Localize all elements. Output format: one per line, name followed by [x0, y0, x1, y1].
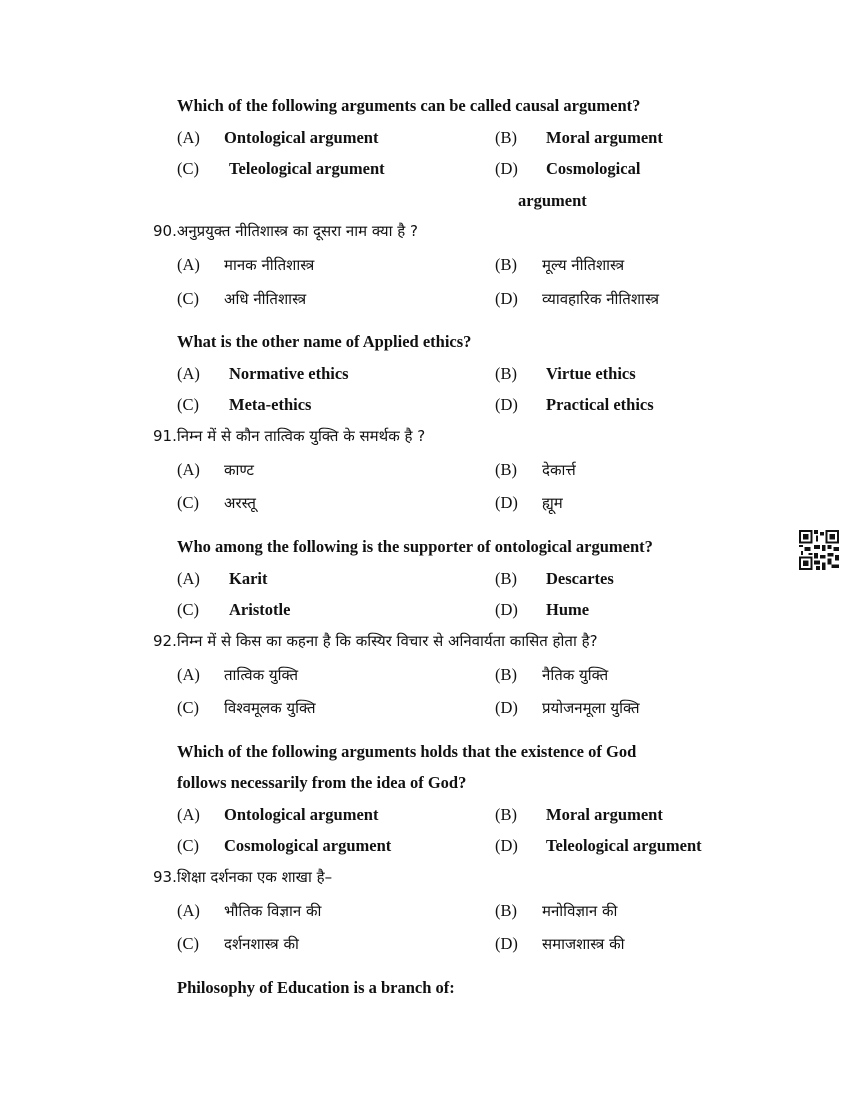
- q90-hindi-option-a-text: मानक नीतिशास्त्र: [224, 256, 315, 274]
- q89-option-c-text: Teleological argument: [229, 159, 385, 178]
- q93-hindi-option-c-text: दर्शनशास्त्र की: [224, 935, 299, 953]
- q93-hindi-option-b-label: (B): [495, 901, 517, 920]
- q91-english-option-b-label: (B): [495, 569, 517, 588]
- q91-hindi-option-b-label: (B): [495, 460, 517, 479]
- q92-english-option-c-label: (C): [177, 836, 199, 855]
- q92-hindi-option-d-text: प्रयोजनमूला युक्ति: [542, 699, 640, 717]
- q90-english-option-b-label: (B): [495, 364, 517, 383]
- q92-english-option-b-text: Moral argument: [546, 805, 663, 824]
- q93-hindi-option-c-label: (C): [177, 934, 199, 953]
- q91-english-option-d-text: Hume: [546, 600, 590, 619]
- q90-hindi-option-b-label: (B): [495, 255, 517, 274]
- q91-hindi-question: 91.निम्न में से कौन तात्विक युक्ति के समर्थक है ?: [153, 427, 426, 445]
- q92-hindi-question: 92.निम्न में से किस का कहना है कि कस्यिर विचार से अनिवार्यता कासित होता है?: [153, 632, 598, 650]
- q90-english-option-d-label: (D): [495, 395, 518, 414]
- q92-hindi-option-b-text: नैतिक युक्ति: [542, 666, 609, 684]
- q90-english-option-d-text: Practical ethics: [546, 395, 654, 414]
- q90-hindi-option-d-label: (D): [495, 289, 518, 308]
- q92-english-question-line2: follows necessarily from the idea of God?: [177, 773, 467, 792]
- q92-english-option-b-label: (B): [495, 805, 517, 824]
- q91-hindi-option-a-text: काण्ट: [224, 461, 254, 479]
- q90-hindi-option-d-text: व्यावहारिक नीतिशास्त्र: [542, 290, 660, 308]
- q92-hindi-option-b-label: (B): [495, 665, 517, 684]
- q92-english-option-d-label: (D): [495, 836, 518, 855]
- q92-hindi-option-c-label: (C): [177, 698, 199, 717]
- q89-english-question: Which of the following arguments can be called causal argument?: [177, 96, 641, 115]
- q90-english-option-b-text: Virtue ethics: [546, 364, 636, 383]
- q92-english-option-a-text: Ontological argument: [224, 805, 379, 824]
- q91-english-option-a-text: Karit: [229, 569, 268, 588]
- q93-hindi-option-a-label: (A): [177, 901, 200, 920]
- q93-english-question: Philosophy of Education is a branch of:: [177, 978, 455, 997]
- q90-hindi-option-c-label: (C): [177, 289, 199, 308]
- q91-english-option-d-label: (D): [495, 600, 518, 619]
- q90-hindi-question: 90.अनुप्रयुक्त नीतिशास्त्र का दूसरा नाम क्या है ?: [153, 222, 418, 240]
- q91-hindi-option-d-label: (D): [495, 493, 518, 512]
- q92-hindi-option-d-label: (D): [495, 698, 518, 717]
- q89-option-b-label: (B): [495, 128, 517, 147]
- q92-hindi-option-a-text: तात्विक युक्ति: [224, 666, 299, 684]
- q90-hindi-option-a-label: (A): [177, 255, 200, 274]
- q92-english-option-c-text: Cosmological argument: [224, 836, 392, 855]
- q92-english-question-line1: Which of the following arguments holds that the existence of God: [177, 742, 637, 761]
- q91-hindi-option-a-label: (A): [177, 460, 200, 479]
- q90-hindi-option-b-text: मूल्य नीतिशास्त्र: [542, 256, 625, 274]
- q91-hindi-option-c-text: अरस्तू: [224, 494, 256, 512]
- q93-hindi-question: 93.शिक्षा दर्शनका एक शाखा है–: [153, 868, 333, 886]
- q89-option-b-text: Moral argument: [546, 128, 663, 147]
- q89-option-d-continuation: argument: [518, 191, 587, 210]
- q89-option-d-text: Cosmological: [546, 159, 641, 178]
- q93-hindi-option-b-text: मनोविज्ञान की: [542, 902, 618, 920]
- q91-hindi-option-d-text: ह्यूम: [542, 494, 563, 512]
- q93-hindi-option-d-label: (D): [495, 934, 518, 953]
- q91-hindi-option-c-label: (C): [177, 493, 199, 512]
- q91-hindi-option-b-text: देकार्त्त: [542, 461, 576, 479]
- q91-english-option-b-text: Descartes: [546, 569, 614, 588]
- q90-hindi-option-c-text: अधि नीतिशास्त्र: [224, 290, 307, 308]
- q91-english-question: Who among the following is the supporter of ontological argument?: [177, 537, 653, 556]
- q92-hindi-option-a-label: (A): [177, 665, 200, 684]
- q89-option-d-label: (D): [495, 159, 518, 178]
- q93-hindi-option-a-text: भौतिक विज्ञान की: [224, 902, 322, 920]
- q91-english-option-c-label: (C): [177, 600, 199, 619]
- q90-english-option-c-text: Meta-ethics: [229, 395, 312, 414]
- q92-english-option-a-label: (A): [177, 805, 200, 824]
- q90-english-question: What is the other name of Applied ethics?: [177, 332, 472, 351]
- q90-english-option-a-label: (A): [177, 364, 200, 383]
- q91-english-option-a-label: (A): [177, 569, 200, 588]
- q92-english-option-d-text: Teleological argument: [546, 836, 702, 855]
- q91-english-option-c-text: Aristotle: [229, 600, 291, 619]
- q89-option-c-label: (C): [177, 159, 199, 178]
- q93-hindi-option-d-text: समाजशास्त्र की: [542, 935, 625, 953]
- q89-option-a-text: Ontological argument: [224, 128, 379, 147]
- q90-english-option-a-text: Normative ethics: [229, 364, 349, 383]
- q90-english-option-c-label: (C): [177, 395, 199, 414]
- q92-hindi-option-c-text: विश्वमूलक युक्ति: [224, 699, 316, 717]
- q89-option-a-label: (A): [177, 128, 200, 147]
- qr-code-icon: [799, 530, 839, 570]
